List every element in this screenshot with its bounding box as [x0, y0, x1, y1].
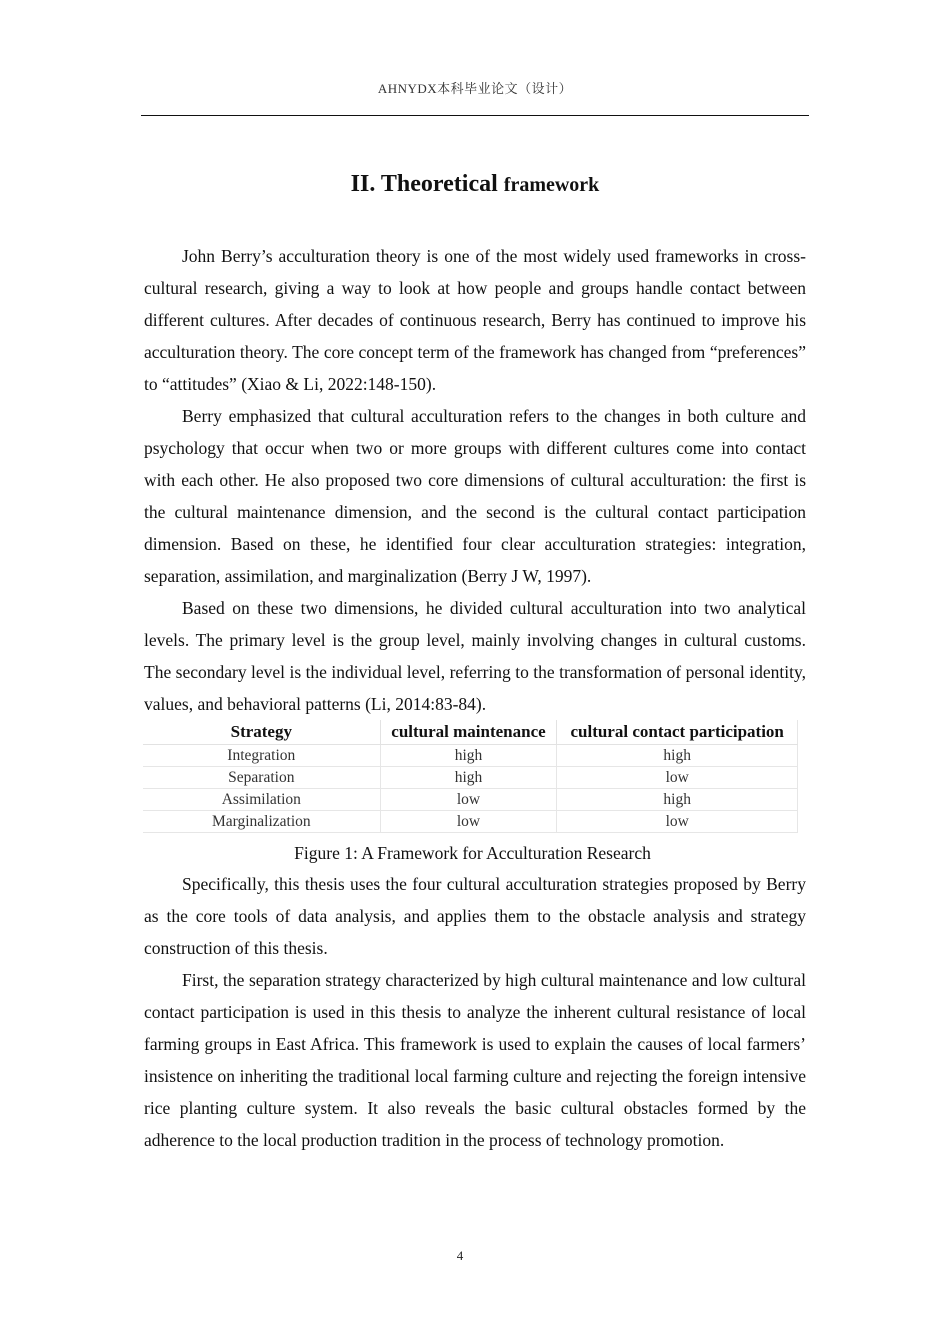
table-cell: Assimilation	[143, 789, 380, 811]
table-row	[143, 811, 798, 833]
table-cell: Separation	[143, 767, 380, 789]
table-cell: low	[380, 789, 557, 811]
table-cell: Marginalization	[143, 811, 380, 833]
page-number: 4	[456, 1248, 464, 1263]
table-cell: high	[380, 767, 557, 789]
table-cell: high	[380, 745, 557, 767]
section-title-main: II. Theoretical	[350, 171, 498, 197]
table-cell: high	[557, 789, 798, 811]
table-cell: low	[557, 811, 798, 833]
column-header-cultural-maintenance: cultural maintenance	[380, 720, 557, 745]
column-header-strategy: Strategy	[143, 720, 380, 745]
table-cell: Integration	[143, 745, 380, 767]
table-header-row	[143, 720, 798, 745]
paragraph: Based on these two dimensions, he divided cultural acculturation into two analytical levels. The primary level is the group level, mainly involving changes in cultural customs. The secondary level is the individual level, referring to the transformation of personal identity, values, and behavioral patterns (Li, 2014:83-84).	[144, 598, 806, 714]
acculturation-strategy-table	[143, 720, 798, 833]
table-cell: low	[557, 767, 798, 789]
paragraph: First, the separation strategy characterized by high cultural maintenance and low cultural contact participation is used in this thesis to analyze the inherent cultural resistance of local farming groups in East Africa. This framework is used to explain the causes of local farmers’ insistence on inheriting the traditional local farming culture and rejecting the foreign intensive rice planting culture system. It also reveals the basic cultural obstacles formed by the adherence to the local production tradition in the process of technology promotion.	[144, 970, 806, 1150]
table-row	[143, 789, 798, 811]
table-row	[143, 767, 798, 789]
column-header-cultural-contact-participation: cultural contact participation	[557, 720, 798, 745]
paragraph: Specifically, this thesis uses the four cultural acculturation strategies proposed by Berry as the core tools of data analysis, and applies them to the obstacle analysis and strategy construction of this thesis.	[144, 874, 806, 958]
table-cell: low	[380, 811, 557, 833]
running-header: AHNYDX本科毕业论文（设计）	[377, 81, 573, 96]
section-title-small: framework	[503, 174, 600, 196]
paragraph: John Berry’s acculturation theory is one of the most widely used frameworks in cross-cultural research, giving a way to look at how people and groups handle contact between different cultures. After decades of continuous research, Berry has continued to improve his acculturation theory. The core concept term of the framework has changed from “preferences” to “attitudes” (Xiao & Li, 2022:148-150).	[144, 246, 806, 394]
body-text-before-figure	[144, 240, 806, 720]
body-text-after-figure	[144, 868, 806, 1156]
figure-caption: Figure 1: A Framework for Acculturation Research	[294, 843, 651, 863]
header-rule	[141, 115, 809, 116]
paragraph: Berry emphasized that cultural acculturation refers to the changes in both culture and psychology that occur when two or more groups with different cultures come into contact with each other. He also proposed two core dimensions of cultural acculturation: the first is the cultural maintenance dimension, and the second is the cultural contact participation dimension. Based on these, he identified four clear acculturation strategies: integration, separation, assimilation, and marginalization (Berry J W, 1997).	[144, 406, 806, 586]
section-title	[0, 168, 950, 201]
table-row	[143, 745, 798, 767]
table-cell: high	[557, 745, 798, 767]
